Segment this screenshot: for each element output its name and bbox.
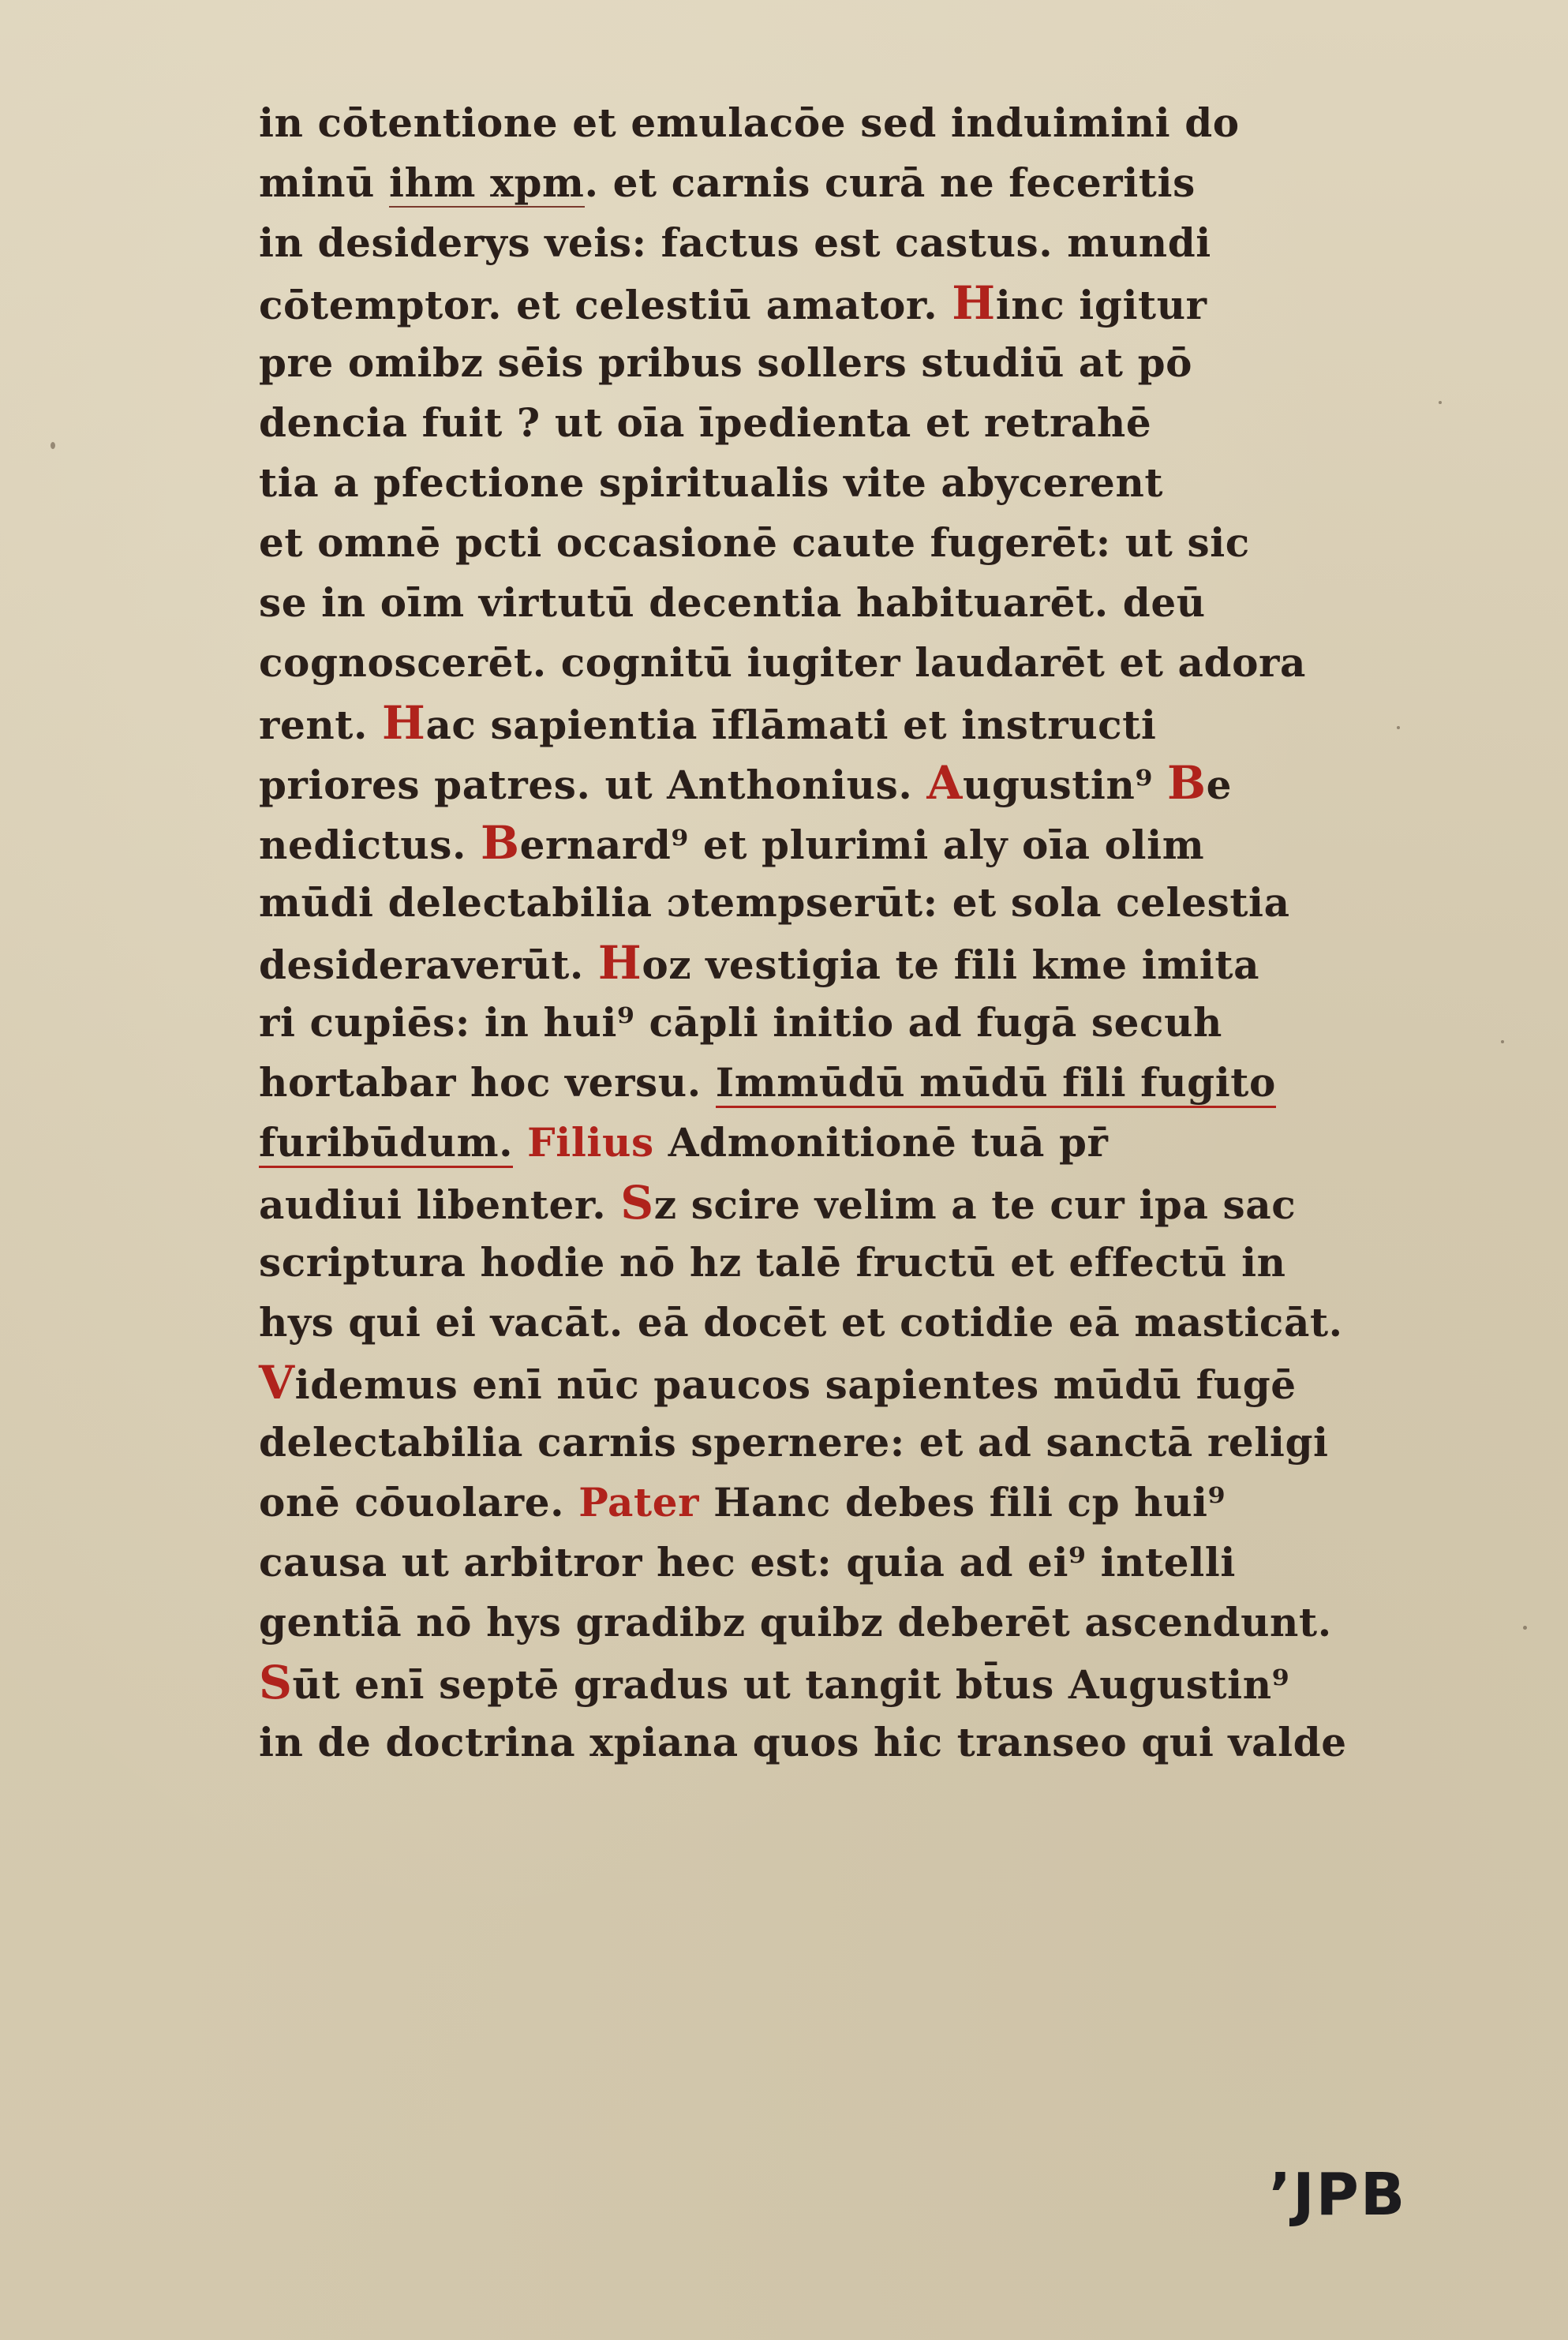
text-segment: ūt enī septē gradus ut tangit bt̄us Augustin⁹: [292, 1661, 1290, 1708]
text-segment: cōtemptor. et celestiū amator.: [259, 282, 952, 328]
text-segment: ac sapientia īflāmati et instructi: [425, 702, 1157, 748]
text-segment: z scire velim a te cur ipa sac: [653, 1181, 1297, 1228]
text-segment: cognoscerēt. cognitū iugiter laudarēt et adora: [259, 639, 1306, 686]
manuscript-line: [259, 1173, 1466, 1233]
text-segment: et omnē pcti occasionē caute fugerēt: ut sic: [259, 519, 1250, 566]
ink-speck: [1523, 1626, 1527, 1630]
text-segment: idemus enī nūc paucos sapientes mūdū fugē: [294, 1361, 1297, 1408]
manuscript-line: [259, 1533, 1466, 1593]
manuscript-line: [259, 813, 1466, 873]
manuscript-line: [259, 693, 1466, 753]
manuscript-line: [259, 1233, 1466, 1293]
manuscript-line: [259, 93, 1466, 153]
library-stamp: [1269, 2161, 1406, 2229]
rubricated-initial: A: [926, 756, 964, 810]
text-segment: inc igitur: [995, 282, 1207, 328]
underlined-nomen-sacrum: ihm xpm: [389, 159, 585, 206]
text-segment: ernard⁹ et plurimi aly oīa olim: [519, 822, 1205, 868]
manuscript-line: [259, 1113, 1466, 1173]
manuscript-line: [259, 633, 1466, 693]
text-segment: in desiderys veis: factus est castus. mundi: [259, 219, 1211, 266]
text-segment: priores patres. ut Anthonius.: [259, 762, 927, 808]
text-segment: . et carnis curā ne feceritis: [584, 159, 1196, 206]
manuscript-line: [259, 1473, 1466, 1533]
text-segment: hortabar hoc versu.: [259, 1059, 716, 1106]
text-segment: mūdi delectabilia ɔtempserūt: et sola celestia: [259, 879, 1290, 926]
manuscript-line: [259, 873, 1466, 933]
rubricated-initial: H: [382, 696, 426, 750]
text-segment: nedictus.: [259, 822, 481, 868]
text-segment: se in oīm virtutū decentia habituarēt. deū: [259, 579, 1206, 626]
underlined-quotation: Immūdū mūdū fili fugito: [716, 1059, 1276, 1108]
text-segment: dencia fuit ? ut oīa īpedienta et retrahē: [259, 399, 1152, 446]
text-segment: ugustin⁹: [963, 762, 1167, 808]
manuscript-line: [259, 1593, 1466, 1653]
text-segment: e: [1206, 762, 1233, 808]
manuscript-line: [259, 1653, 1466, 1713]
ink-speck: [51, 442, 55, 449]
manuscript-line: [259, 513, 1466, 573]
manuscript-line: [259, 453, 1466, 513]
text-segment: delectabilia carnis spernere: et ad sanctā religi: [259, 1419, 1329, 1466]
text-segment: in cōtentione et emulacōe sed induimini do: [259, 99, 1240, 146]
manuscript-line: [259, 153, 1466, 213]
manuscript-line: [259, 753, 1466, 813]
stamp-text: JPB: [1293, 2161, 1407, 2229]
manuscript-line: [259, 1053, 1466, 1113]
manuscript-line: [259, 1353, 1466, 1413]
text-segment: desideraverūt.: [259, 942, 598, 988]
rubricated-initial: B: [480, 816, 520, 870]
text-segment: minū: [259, 159, 390, 206]
text-segment: scriptura hodie nō hz talē fructū et effectū in: [259, 1239, 1286, 1286]
text-segment: onē cōuolare.: [259, 1479, 579, 1526]
rubricated-initial: B: [1166, 756, 1207, 810]
rubric-speaker-label: Filius: [513, 1119, 668, 1166]
rubricated-initial: S: [259, 1656, 293, 1709]
manuscript-text-block: [259, 93, 1466, 1773]
text-segment: audiui libenter.: [259, 1181, 621, 1228]
text-segment: gentiā nō hys gradibz quibz deberēt ascendunt.: [259, 1599, 1332, 1645]
text-segment: tia a pfectione spiritualis vite abycerent: [259, 459, 1164, 506]
ink-speck: [1501, 1040, 1504, 1043]
text-segment: in de doctrina xpiana quos hic transeo qui valde: [259, 1719, 1347, 1765]
stamp-mark: ’: [1269, 2161, 1293, 2229]
manuscript-line: [259, 1413, 1466, 1473]
text-segment: causa ut arbitror hec est: quia ad ei⁹ intelli: [259, 1539, 1236, 1586]
rubricated-initial: S: [620, 1176, 654, 1230]
manuscript-line: [259, 273, 1466, 333]
manuscript-line: [259, 993, 1466, 1053]
text-segment: ri cupiēs: in hui⁹ cāpli initio ad fugā secuh: [259, 999, 1222, 1046]
text-segment: rent.: [259, 702, 383, 748]
rubricated-initial: H: [952, 276, 996, 330]
manuscript-line: [259, 933, 1466, 993]
underlined-quotation: furibūdum.: [259, 1119, 513, 1168]
manuscript-line: [259, 573, 1466, 633]
text-segment: pre omibz sēis pribus sollers studiū at pō: [259, 339, 1193, 386]
rubric-speaker-label: Pater: [578, 1479, 700, 1526]
manuscript-line: [259, 1293, 1466, 1353]
rubricated-initial: V: [259, 1356, 295, 1410]
text-segment: hys qui ei vacāt. eā docēt et cotidie eā masticāt.: [259, 1299, 1343, 1346]
rubricated-initial: H: [597, 936, 642, 990]
manuscript-line: [259, 333, 1466, 393]
text-segment: Hanc debes fili cp hui⁹: [699, 1479, 1226, 1526]
text-segment: oz vestigia te fili kme imita: [642, 942, 1260, 988]
manuscript-line: [259, 1713, 1466, 1773]
text-segment: Admonitionē tuā pr̄: [668, 1119, 1109, 1166]
manuscript-line: [259, 213, 1466, 273]
manuscript-line: [259, 393, 1466, 453]
